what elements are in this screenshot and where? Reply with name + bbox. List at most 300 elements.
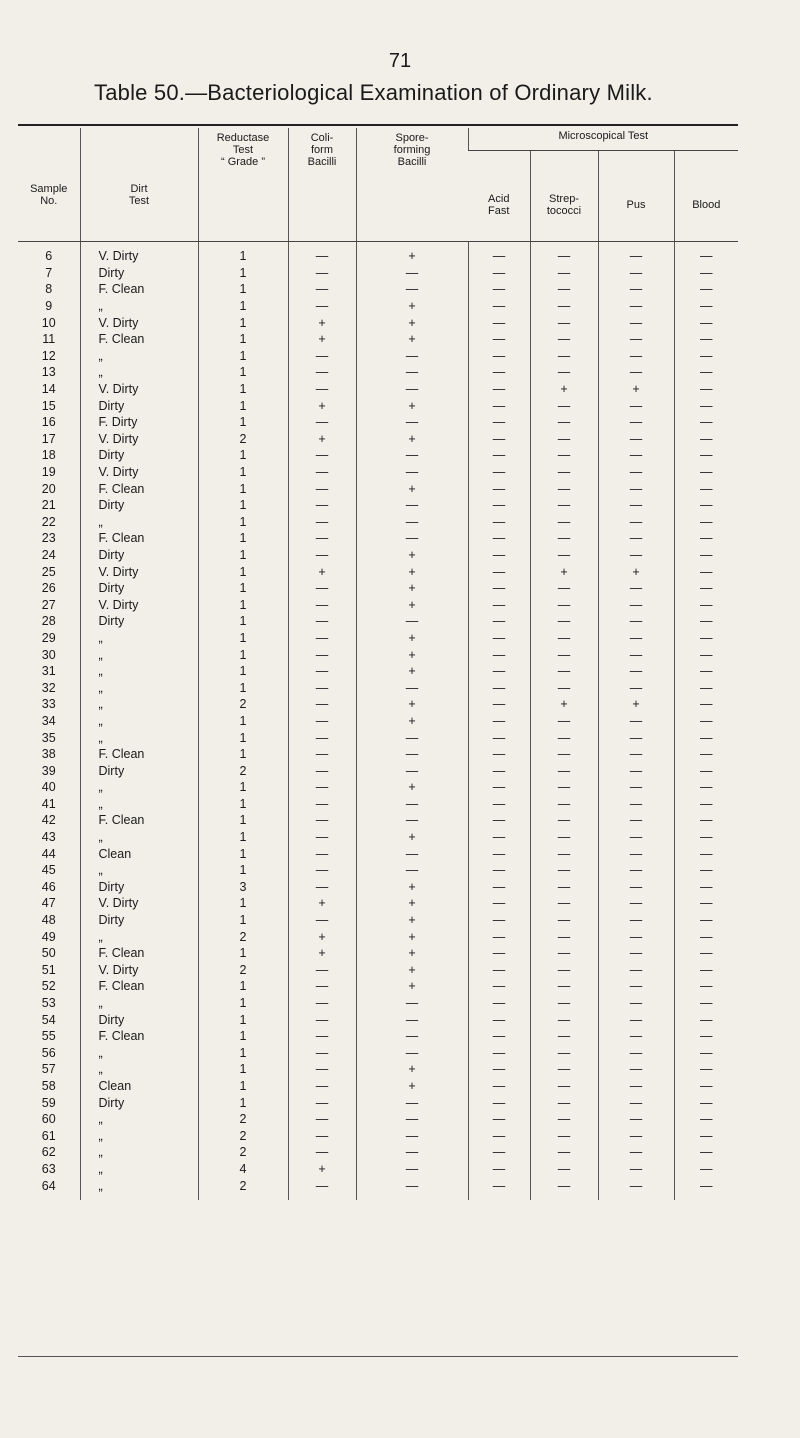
cell-reductase-grade: 1 — [198, 1078, 288, 1095]
cell-acid-fast: — — [468, 1045, 530, 1062]
cell-blood: — — [674, 397, 738, 414]
cell-coliform: — — [288, 995, 356, 1012]
cell-reductase-grade: 1 — [198, 829, 288, 846]
cell-blood: — — [674, 464, 738, 481]
cell-pus: — — [598, 646, 674, 663]
cell-spore-forming: + — [356, 397, 468, 414]
cell-pus: — — [598, 762, 674, 779]
cell-coliform: — — [288, 514, 356, 531]
cell-dirt-test: „ — [80, 679, 198, 696]
cell-reductase-grade: 1 — [198, 464, 288, 481]
cell-blood: — — [674, 1094, 738, 1111]
cell-reductase-grade: 1 — [198, 530, 288, 547]
cell-coliform: — — [288, 497, 356, 514]
cell-sample-no: 12 — [41, 348, 56, 363]
cell-coliform: — — [288, 242, 356, 265]
cell-streptococci: + — [530, 381, 598, 398]
cell-dirt-test: „ — [80, 1177, 198, 1200]
cell-pus: — — [598, 1078, 674, 1095]
cell-reductase-grade: 1 — [198, 646, 288, 663]
cell-sample-no: 26 — [41, 581, 56, 596]
cell-coliform: — — [288, 762, 356, 779]
cell-pus: — — [598, 978, 674, 995]
cell-streptococci: — — [530, 1078, 598, 1095]
cell-reductase-grade: 1 — [198, 1094, 288, 1111]
cell-spore-forming: + — [356, 646, 468, 663]
cell-streptococci: — — [530, 1011, 598, 1028]
cell-reductase-grade: 1 — [198, 364, 288, 381]
cell-reductase-grade: 1 — [198, 679, 288, 696]
cell-blood: — — [674, 962, 738, 979]
cell-pus: — — [598, 945, 674, 962]
cell-reductase-grade: 2 — [198, 928, 288, 945]
cell-blood: — — [674, 431, 738, 448]
cell-sample-no: 32 — [41, 680, 56, 695]
cell-coliform: — — [288, 812, 356, 829]
cell-spore-forming: — — [356, 1144, 468, 1161]
cell-dirt-test: „ — [80, 696, 198, 713]
cell-blood: — — [674, 812, 738, 829]
cell-blood: — — [674, 1111, 738, 1128]
cell-blood: — — [674, 762, 738, 779]
cell-spore-forming: + — [356, 580, 468, 597]
cell-blood: — — [674, 530, 738, 547]
table-row — [18, 281, 738, 298]
cell-dirt-test: „ — [80, 348, 198, 365]
table-row — [18, 1177, 738, 1200]
cell-acid-fast: — — [468, 397, 530, 414]
cell-reductase-grade: 1 — [198, 812, 288, 829]
cell-reductase-grade: 2 — [198, 431, 288, 448]
cell-pus: — — [598, 663, 674, 680]
cell-spore-forming: + — [356, 663, 468, 680]
cell-coliform: — — [288, 862, 356, 879]
cell-spore-forming: — — [356, 447, 468, 464]
cell-streptococci: — — [530, 779, 598, 796]
cell-dirt-test: „ — [80, 514, 198, 531]
cell-reductase-grade: 2 — [198, 1127, 288, 1144]
cell-blood: — — [674, 381, 738, 398]
cell-acid-fast: — — [468, 613, 530, 630]
table-row — [18, 1078, 738, 1095]
table-title: Table 50.—Bacteriological Examination of Ordinary Milk. — [94, 80, 653, 105]
cell-pus: — — [598, 630, 674, 647]
table-row — [18, 1061, 738, 1078]
cell-dirt-test: F. Dirty — [80, 414, 198, 431]
table-row — [18, 1094, 738, 1111]
cell-spore-forming: + — [356, 1061, 468, 1078]
cell-streptococci: — — [530, 1028, 598, 1045]
table-row — [18, 431, 738, 448]
table-row — [18, 530, 738, 547]
cell-pus: — — [598, 242, 674, 265]
cell-spore-forming: + — [356, 912, 468, 929]
cell-blood: — — [674, 895, 738, 912]
table-row — [18, 995, 738, 1012]
table-row — [18, 812, 738, 829]
cell-streptococci: — — [530, 862, 598, 879]
cell-reductase-grade: 1 — [198, 1011, 288, 1028]
table-row — [18, 480, 738, 497]
cell-sample-no: 13 — [41, 365, 56, 380]
cell-spore-forming: — — [356, 995, 468, 1012]
table-row — [18, 242, 738, 265]
cell-sample-no: 45 — [41, 863, 56, 878]
cell-coliform: — — [288, 381, 356, 398]
cell-acid-fast: — — [468, 646, 530, 663]
cell-coliform: + — [288, 928, 356, 945]
cell-spore-forming: + — [356, 962, 468, 979]
cell-blood: — — [674, 348, 738, 365]
cell-reductase-grade: 1 — [198, 331, 288, 348]
cell-sample-no: 33 — [41, 697, 56, 712]
cell-acid-fast: — — [468, 364, 530, 381]
cell-dirt-test: F. Clean — [80, 281, 198, 298]
cell-pus: — — [598, 414, 674, 431]
cell-sample-no: 56 — [41, 1045, 56, 1060]
cell-coliform: — — [288, 464, 356, 481]
cell-sample-no: 19 — [41, 465, 56, 480]
cell-blood: — — [674, 480, 738, 497]
cell-pus: + — [598, 563, 674, 580]
cell-blood: — — [674, 1161, 738, 1178]
cell-streptococci: — — [530, 397, 598, 414]
cell-spore-forming: — — [356, 1127, 468, 1144]
cell-blood: — — [674, 265, 738, 282]
cell-sample-no: 41 — [41, 796, 56, 811]
header-dirt-test: Dirt Test — [80, 128, 198, 242]
cell-dirt-test: „ — [80, 1111, 198, 1128]
cell-spore-forming: + — [356, 630, 468, 647]
cell-coliform: — — [288, 530, 356, 547]
cell-reductase-grade: 1 — [198, 547, 288, 564]
cell-spore-forming: — — [356, 1011, 468, 1028]
cell-acid-fast: — — [468, 242, 530, 265]
cell-acid-fast: — — [468, 630, 530, 647]
cell-blood: — — [674, 364, 738, 381]
cell-spore-forming: + — [356, 298, 468, 315]
cell-blood: — — [674, 995, 738, 1012]
cell-coliform: — — [288, 1061, 356, 1078]
cell-spore-forming: + — [356, 596, 468, 613]
table-row — [18, 1127, 738, 1144]
cell-coliform: — — [288, 746, 356, 763]
cell-sample-no: 27 — [41, 597, 56, 612]
cell-sample-no: 28 — [41, 614, 56, 629]
header-reductase-test: Reductase Test “ Grade ” — [198, 128, 288, 242]
bottom-rule — [18, 1356, 738, 1357]
table-row — [18, 762, 738, 779]
cell-acid-fast: — — [468, 281, 530, 298]
cell-streptococci: — — [530, 812, 598, 829]
cell-dirt-test: F. Clean — [80, 746, 198, 763]
cell-sample-no: 60 — [41, 1112, 56, 1127]
cell-spore-forming: — — [356, 265, 468, 282]
cell-blood: — — [674, 945, 738, 962]
cell-dirt-test: V. Dirty — [80, 431, 198, 448]
cell-streptococci: — — [530, 596, 598, 613]
cell-dirt-test: V. Dirty — [80, 381, 198, 398]
cell-sample-no: 42 — [41, 813, 56, 828]
cell-streptococci: — — [530, 497, 598, 514]
header-pus: Pus — [598, 151, 674, 242]
cell-reductase-grade: 1 — [198, 397, 288, 414]
cell-streptococci: — — [530, 679, 598, 696]
cell-pus: — — [598, 1061, 674, 1078]
cell-coliform: — — [288, 348, 356, 365]
cell-streptococci: — — [530, 746, 598, 763]
cell-sample-no: 22 — [41, 514, 56, 529]
cell-sample-no: 61 — [41, 1128, 56, 1143]
table-row — [18, 978, 738, 995]
cell-blood: — — [674, 679, 738, 696]
cell-pus: — — [598, 331, 674, 348]
cell-coliform: — — [288, 646, 356, 663]
cell-spore-forming: — — [356, 1177, 468, 1200]
cell-blood: — — [674, 779, 738, 796]
cell-streptococci: — — [530, 1177, 598, 1200]
cell-reductase-grade: 1 — [198, 447, 288, 464]
cell-acid-fast: — — [468, 829, 530, 846]
cell-streptococci: — — [530, 348, 598, 365]
cell-dirt-test: Dirty — [80, 879, 198, 896]
table-row — [18, 1028, 738, 1045]
cell-coliform: + — [288, 397, 356, 414]
cell-spore-forming: — — [356, 1161, 468, 1178]
header-coliform-bacilli: Coli- form Bacilli — [288, 128, 356, 242]
cell-streptococci: — — [530, 364, 598, 381]
cell-blood: — — [674, 879, 738, 896]
cell-spore-forming: + — [356, 779, 468, 796]
cell-coliform: — — [288, 829, 356, 846]
cell-streptococci: — — [530, 995, 598, 1012]
cell-coliform: + — [288, 945, 356, 962]
cell-streptococci: — — [530, 431, 598, 448]
cell-streptococci: — — [530, 580, 598, 597]
cell-blood: — — [674, 729, 738, 746]
table-row — [18, 414, 738, 431]
cell-streptococci: + — [530, 563, 598, 580]
table-row — [18, 746, 738, 763]
cell-sample-no: 51 — [41, 962, 56, 977]
cell-streptococci: — — [530, 630, 598, 647]
cell-dirt-test: F. Clean — [80, 945, 198, 962]
cell-dirt-test: Dirty — [80, 547, 198, 564]
cell-pus: — — [598, 480, 674, 497]
cell-sample-no: 20 — [41, 481, 56, 496]
cell-reductase-grade: 1 — [198, 663, 288, 680]
table-row — [18, 497, 738, 514]
table-row — [18, 265, 738, 282]
cell-dirt-test: Dirty — [80, 397, 198, 414]
cell-sample-no: 15 — [41, 398, 56, 413]
cell-coliform: — — [288, 1011, 356, 1028]
cell-pus: — — [598, 364, 674, 381]
cell-blood: — — [674, 1078, 738, 1095]
table-row — [18, 945, 738, 962]
table-row — [18, 796, 738, 813]
table-row — [18, 381, 738, 398]
cell-dirt-test: „ — [80, 1161, 198, 1178]
table-row — [18, 928, 738, 945]
cell-streptococci: — — [530, 1094, 598, 1111]
cell-spore-forming: + — [356, 945, 468, 962]
cell-reductase-grade: 1 — [198, 480, 288, 497]
cell-acid-fast: — — [468, 331, 530, 348]
table-row — [18, 630, 738, 647]
cell-streptococci: — — [530, 298, 598, 315]
cell-reductase-grade: 1 — [198, 242, 288, 265]
cell-coliform: — — [288, 1045, 356, 1062]
cell-streptococci: — — [530, 796, 598, 813]
cell-coliform: — — [288, 265, 356, 282]
cell-dirt-test: V. Dirty — [80, 464, 198, 481]
cell-pus: — — [598, 281, 674, 298]
cell-sample-no: 30 — [41, 647, 56, 662]
cell-streptococci: — — [530, 265, 598, 282]
table-row — [18, 464, 738, 481]
cell-blood: — — [674, 912, 738, 929]
table-row — [18, 713, 738, 730]
cell-pus: — — [598, 265, 674, 282]
cell-blood: — — [674, 1144, 738, 1161]
table-row — [18, 646, 738, 663]
cell-coliform: + — [288, 895, 356, 912]
cell-dirt-test: „ — [80, 1144, 198, 1161]
cell-pus: — — [598, 447, 674, 464]
cell-blood: — — [674, 646, 738, 663]
cell-reductase-grade: 1 — [198, 746, 288, 763]
cell-pus: — — [598, 879, 674, 896]
cell-streptococci: — — [530, 281, 598, 298]
cell-sample-no: 44 — [41, 846, 56, 861]
cell-blood: — — [674, 514, 738, 531]
cell-dirt-test: Clean — [80, 845, 198, 862]
cell-blood: — — [674, 1011, 738, 1028]
cell-blood: — — [674, 845, 738, 862]
cell-coliform: — — [288, 679, 356, 696]
cell-blood: — — [674, 447, 738, 464]
cell-coliform: — — [288, 713, 356, 730]
cell-reductase-grade: 1 — [198, 314, 288, 331]
cell-streptococci: — — [530, 762, 598, 779]
cell-sample-no: 38 — [41, 747, 56, 762]
cell-spore-forming: — — [356, 845, 468, 862]
cell-sample-no: 58 — [41, 1078, 56, 1093]
cell-blood: — — [674, 862, 738, 879]
cell-coliform: — — [288, 580, 356, 597]
cell-reductase-grade: 1 — [198, 1045, 288, 1062]
cell-coliform: — — [288, 447, 356, 464]
cell-blood: — — [674, 242, 738, 265]
cell-sample-no: 29 — [41, 630, 56, 645]
cell-acid-fast: — — [468, 746, 530, 763]
cell-sample-no: 6 — [45, 249, 53, 264]
cell-acid-fast: — — [468, 1061, 530, 1078]
cell-streptococci: — — [530, 1111, 598, 1128]
cell-coliform: — — [288, 1177, 356, 1200]
cell-sample-no: 53 — [41, 996, 56, 1011]
table-row — [18, 580, 738, 597]
cell-acid-fast: — — [468, 845, 530, 862]
cell-acid-fast: — — [468, 348, 530, 365]
cell-blood: — — [674, 497, 738, 514]
cell-dirt-test: „ — [80, 1045, 198, 1062]
cell-reductase-grade: 1 — [198, 281, 288, 298]
table-row — [18, 613, 738, 630]
cell-coliform: — — [288, 912, 356, 929]
table-row — [18, 1045, 738, 1062]
cell-reductase-grade: 1 — [198, 514, 288, 531]
cell-reductase-grade: 2 — [198, 696, 288, 713]
cell-blood: — — [674, 563, 738, 580]
milk-examination-table — [18, 128, 738, 1200]
cell-streptococci: — — [530, 613, 598, 630]
cell-dirt-test: Dirty — [80, 580, 198, 597]
cell-reductase-grade: 1 — [198, 596, 288, 613]
cell-coliform: — — [288, 779, 356, 796]
cell-coliform: — — [288, 1078, 356, 1095]
cell-spore-forming: + — [356, 547, 468, 564]
cell-spore-forming: — — [356, 464, 468, 481]
cell-pus: — — [598, 497, 674, 514]
cell-reductase-grade: 1 — [198, 796, 288, 813]
cell-acid-fast: — — [468, 580, 530, 597]
cell-dirt-test: F. Clean — [80, 1028, 198, 1045]
cell-dirt-test: „ — [80, 713, 198, 730]
cell-reductase-grade: 1 — [198, 630, 288, 647]
cell-pus: — — [598, 397, 674, 414]
cell-streptococci: — — [530, 514, 598, 531]
table-row — [18, 563, 738, 580]
cell-spore-forming: — — [356, 1111, 468, 1128]
cell-spore-forming: — — [356, 796, 468, 813]
table-row — [18, 298, 738, 315]
cell-spore-forming: — — [356, 762, 468, 779]
cell-sample-no: 63 — [41, 1161, 56, 1176]
cell-dirt-test: Dirty — [80, 497, 198, 514]
cell-acid-fast: — — [468, 928, 530, 945]
cell-sample-no: 47 — [41, 896, 56, 911]
cell-reductase-grade: 1 — [198, 298, 288, 315]
cell-acid-fast: — — [468, 464, 530, 481]
cell-coliform: + — [288, 314, 356, 331]
table-row — [18, 314, 738, 331]
cell-dirt-test: „ — [80, 729, 198, 746]
cell-coliform: — — [288, 879, 356, 896]
cell-acid-fast: — — [468, 679, 530, 696]
cell-acid-fast: — — [468, 1127, 530, 1144]
cell-dirt-test: F. Clean — [80, 480, 198, 497]
cell-streptococci: — — [530, 530, 598, 547]
cell-streptococci: — — [530, 242, 598, 265]
cell-dirt-test: V. Dirty — [80, 314, 198, 331]
cell-dirt-test: V. Dirty — [80, 242, 198, 265]
cell-spore-forming: + — [356, 242, 468, 265]
header-blood: Blood — [674, 151, 738, 242]
table-row — [18, 912, 738, 929]
cell-acid-fast: — — [468, 995, 530, 1012]
cell-blood: — — [674, 1177, 738, 1200]
cell-dirt-test: „ — [80, 364, 198, 381]
cell-spore-forming: + — [356, 713, 468, 730]
cell-pus: — — [598, 530, 674, 547]
cell-pus: — — [598, 1144, 674, 1161]
cell-sample-no: 52 — [41, 979, 56, 994]
cell-coliform: — — [288, 298, 356, 315]
cell-reductase-grade: 1 — [198, 580, 288, 597]
cell-pus: — — [598, 1161, 674, 1178]
